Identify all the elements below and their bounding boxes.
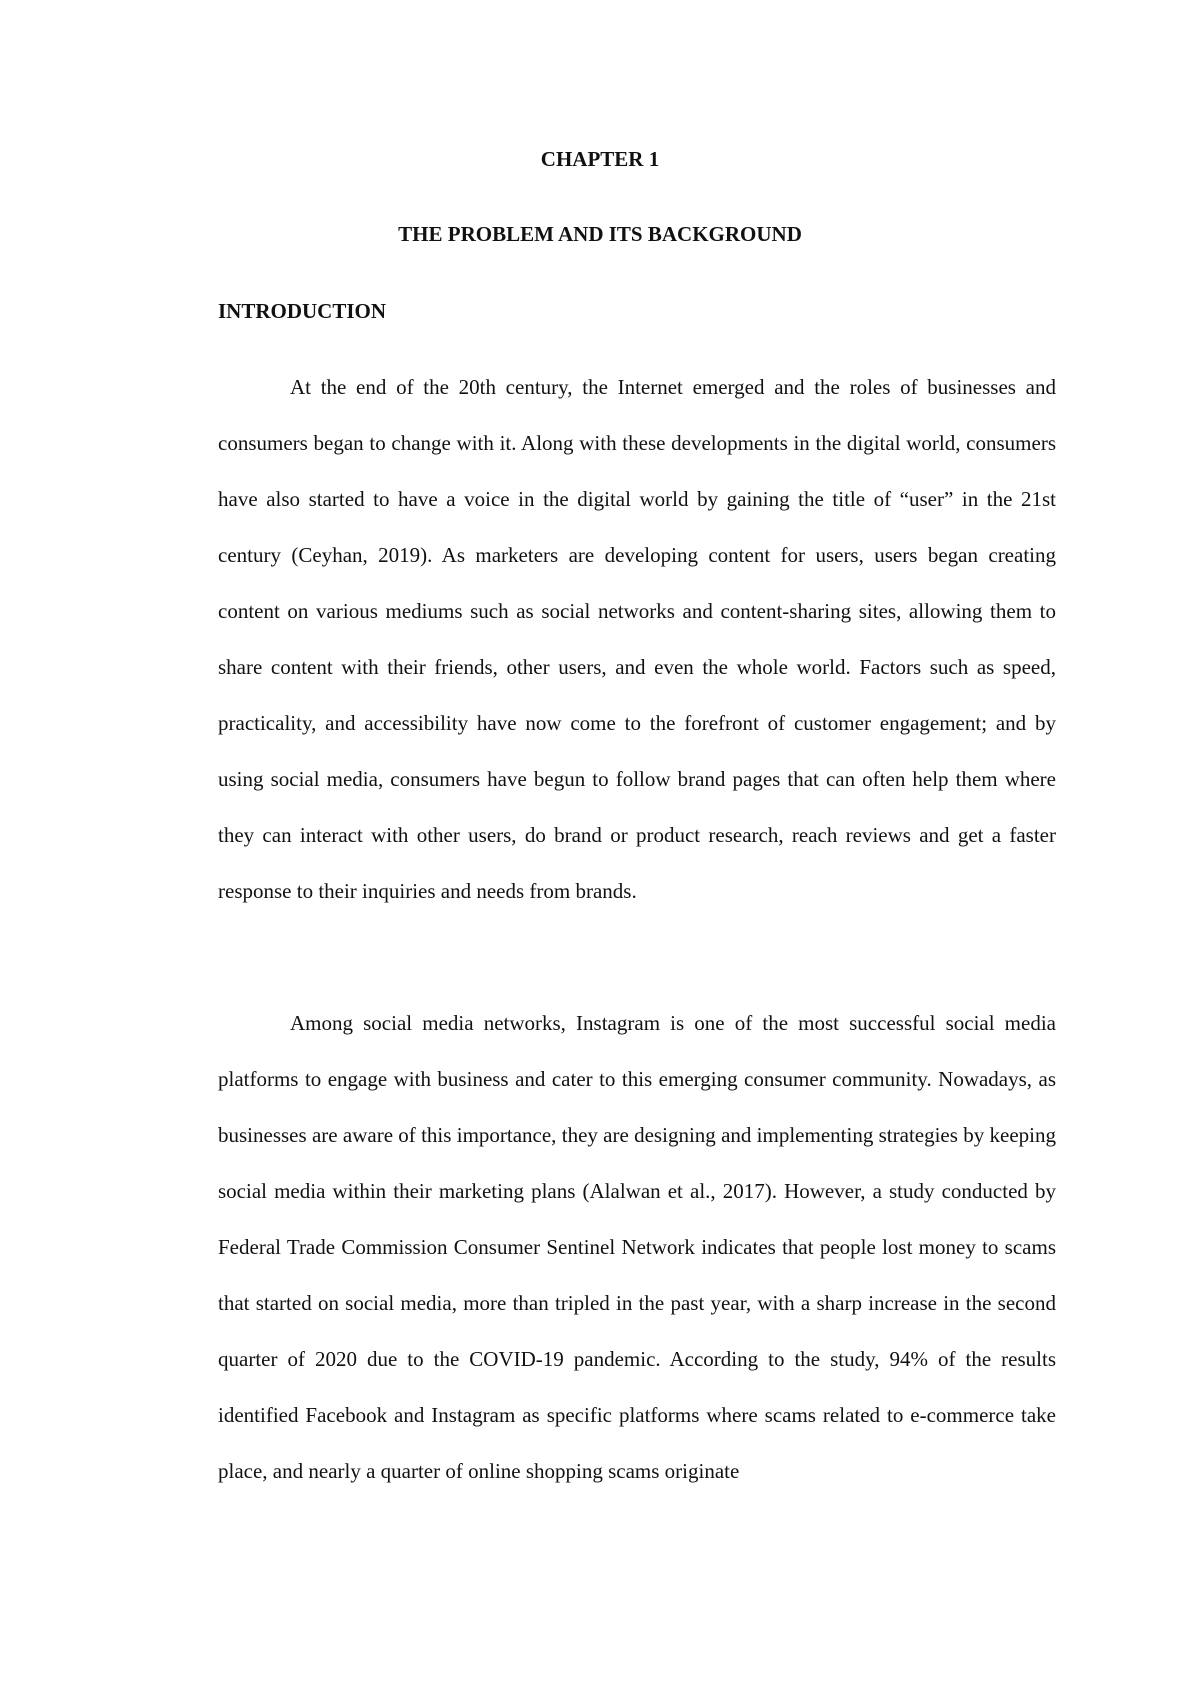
chapter-label: CHAPTER 1 xyxy=(540,147,660,171)
chapter-title: THE PROBLEM AND ITS BACKGROUND xyxy=(398,222,802,246)
paragraph: Among social media networks, Instagram is one of the most successful social media platforms to engage with business and cater to this emerging consumer community. Nowadays, as businesses are aware of this importance, they are designing and implementing strategies by keeping social media within their marketing plans (Alalwan et al., 2017). However, a study conducted by Federal Trade Commission Consumer Sentinel Network indicates that people lost money to scams that started on social media, more than tripled in the past year, with a sharp increase in the second quarter of 2020 due to the COVID-19 pandemic. According to the study, 94% of the results identified Facebook and Instagram as specific platforms where scams related to e-commerce take place, and nearly a quarter of online shopping scams originate xyxy=(218,1011,1056,1483)
paragraph: At the end of the 20th century, the Internet emerged and the roles of businesses and consumers began to change with it. Along with these developments in the digital world, consumers have also started to have a voice in the digital world by gaining the title of “user” in the 21st century (Ceyhan, 2019). As marketers are developing content for users, users began creating content on various mediums such as social networks and content-sharing sites, allowing them to share content with their friends, other users, and even the whole world. Factors such as speed, practicality, and accessibility have now come to the forefront of customer engagement; and by using social media, consumers have begun to follow brand pages that can often help them where they can interact with other users, do brand or product research, reach reviews and get a faster response to their inquiries and needs from brands. xyxy=(218,375,1056,903)
section-heading: INTRODUCTION xyxy=(218,299,387,323)
